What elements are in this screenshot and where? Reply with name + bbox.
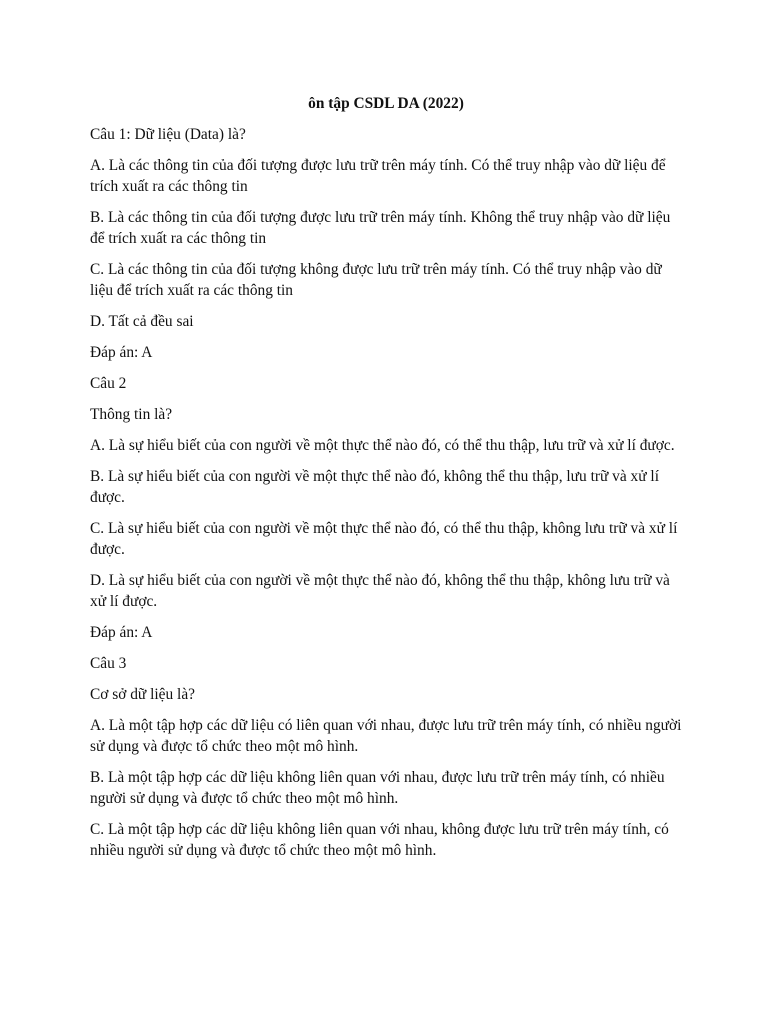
question-2-option-c: C. Là sự hiểu biết của con người về một thực thể nào đó, có thể thu thập, không lưu trữ và xử lí được. (90, 520, 678, 558)
question-1-option-b: B. Là các thông tin của đối tượng được lưu trữ trên máy tính. Không thể truy nhập vào dữ liệu để trích xuất ra các thông tin (90, 209, 671, 247)
question-3-option-b: B. Là một tập hợp các dữ liệu không liên quan với nhau, được lưu trữ trên máy tính, có nhiều người sử dụng và được tổ chức theo một mô hình. (90, 769, 665, 807)
question-1-prompt: Câu 1: Dữ liệu (Data) là? (90, 126, 246, 143)
question-1-option-c: C. Là các thông tin của đối tượng không được lưu trữ trên máy tính. Có thể truy nhập vào dữ liệu để trích xuất ra các thông tin (90, 261, 662, 299)
document-body (90, 124, 682, 861)
question-2-heading: Câu 2 (90, 375, 127, 392)
question-1-answer: Đáp án: A (90, 344, 153, 361)
question-3-heading: Câu 3 (90, 655, 127, 672)
question-2-answer: Đáp án: A (90, 624, 153, 641)
question-1-option-d: D. Tất cả đều sai (90, 313, 194, 330)
question-1-option-a: A. Là các thông tin của đối tượng được lưu trữ trên máy tính. Có thể truy nhập vào dữ liệu để trích xuất ra các thông tin (90, 157, 666, 195)
question-2-option-b: B. Là sự hiểu biết của con người về một thực thể nào đó, không thể thu thập, lưu trữ và xử lí được. (90, 468, 659, 506)
question-3-option-c: C. Là một tập hợp các dữ liệu không liên quan với nhau, không được lưu trữ trên máy tính, có nhiều người sử dụng và được tổ chức theo một mô hình. (90, 821, 669, 859)
question-2-option-d: D. Là sự hiểu biết của con người về một thực thể nào đó, không thể thu thập, không lưu trữ và xử lí được. (90, 572, 670, 610)
document-title: ôn tập CSDL DA (2022) (308, 95, 464, 112)
question-2-option-a: A. Là sự hiểu biết của con người về một thực thể nào đó, có thể thu thập, lưu trữ và xử lí được. (90, 437, 675, 454)
question-3-option-a: A. Là một tập hợp các dữ liệu có liên quan với nhau, được lưu trữ trên máy tính, có nhiều người sử dụng và được tổ chức theo một mô hình. (90, 717, 682, 755)
question-2-prompt: Thông tin là? (90, 406, 173, 423)
question-3-prompt: Cơ sở dữ liệu là? (90, 686, 195, 703)
